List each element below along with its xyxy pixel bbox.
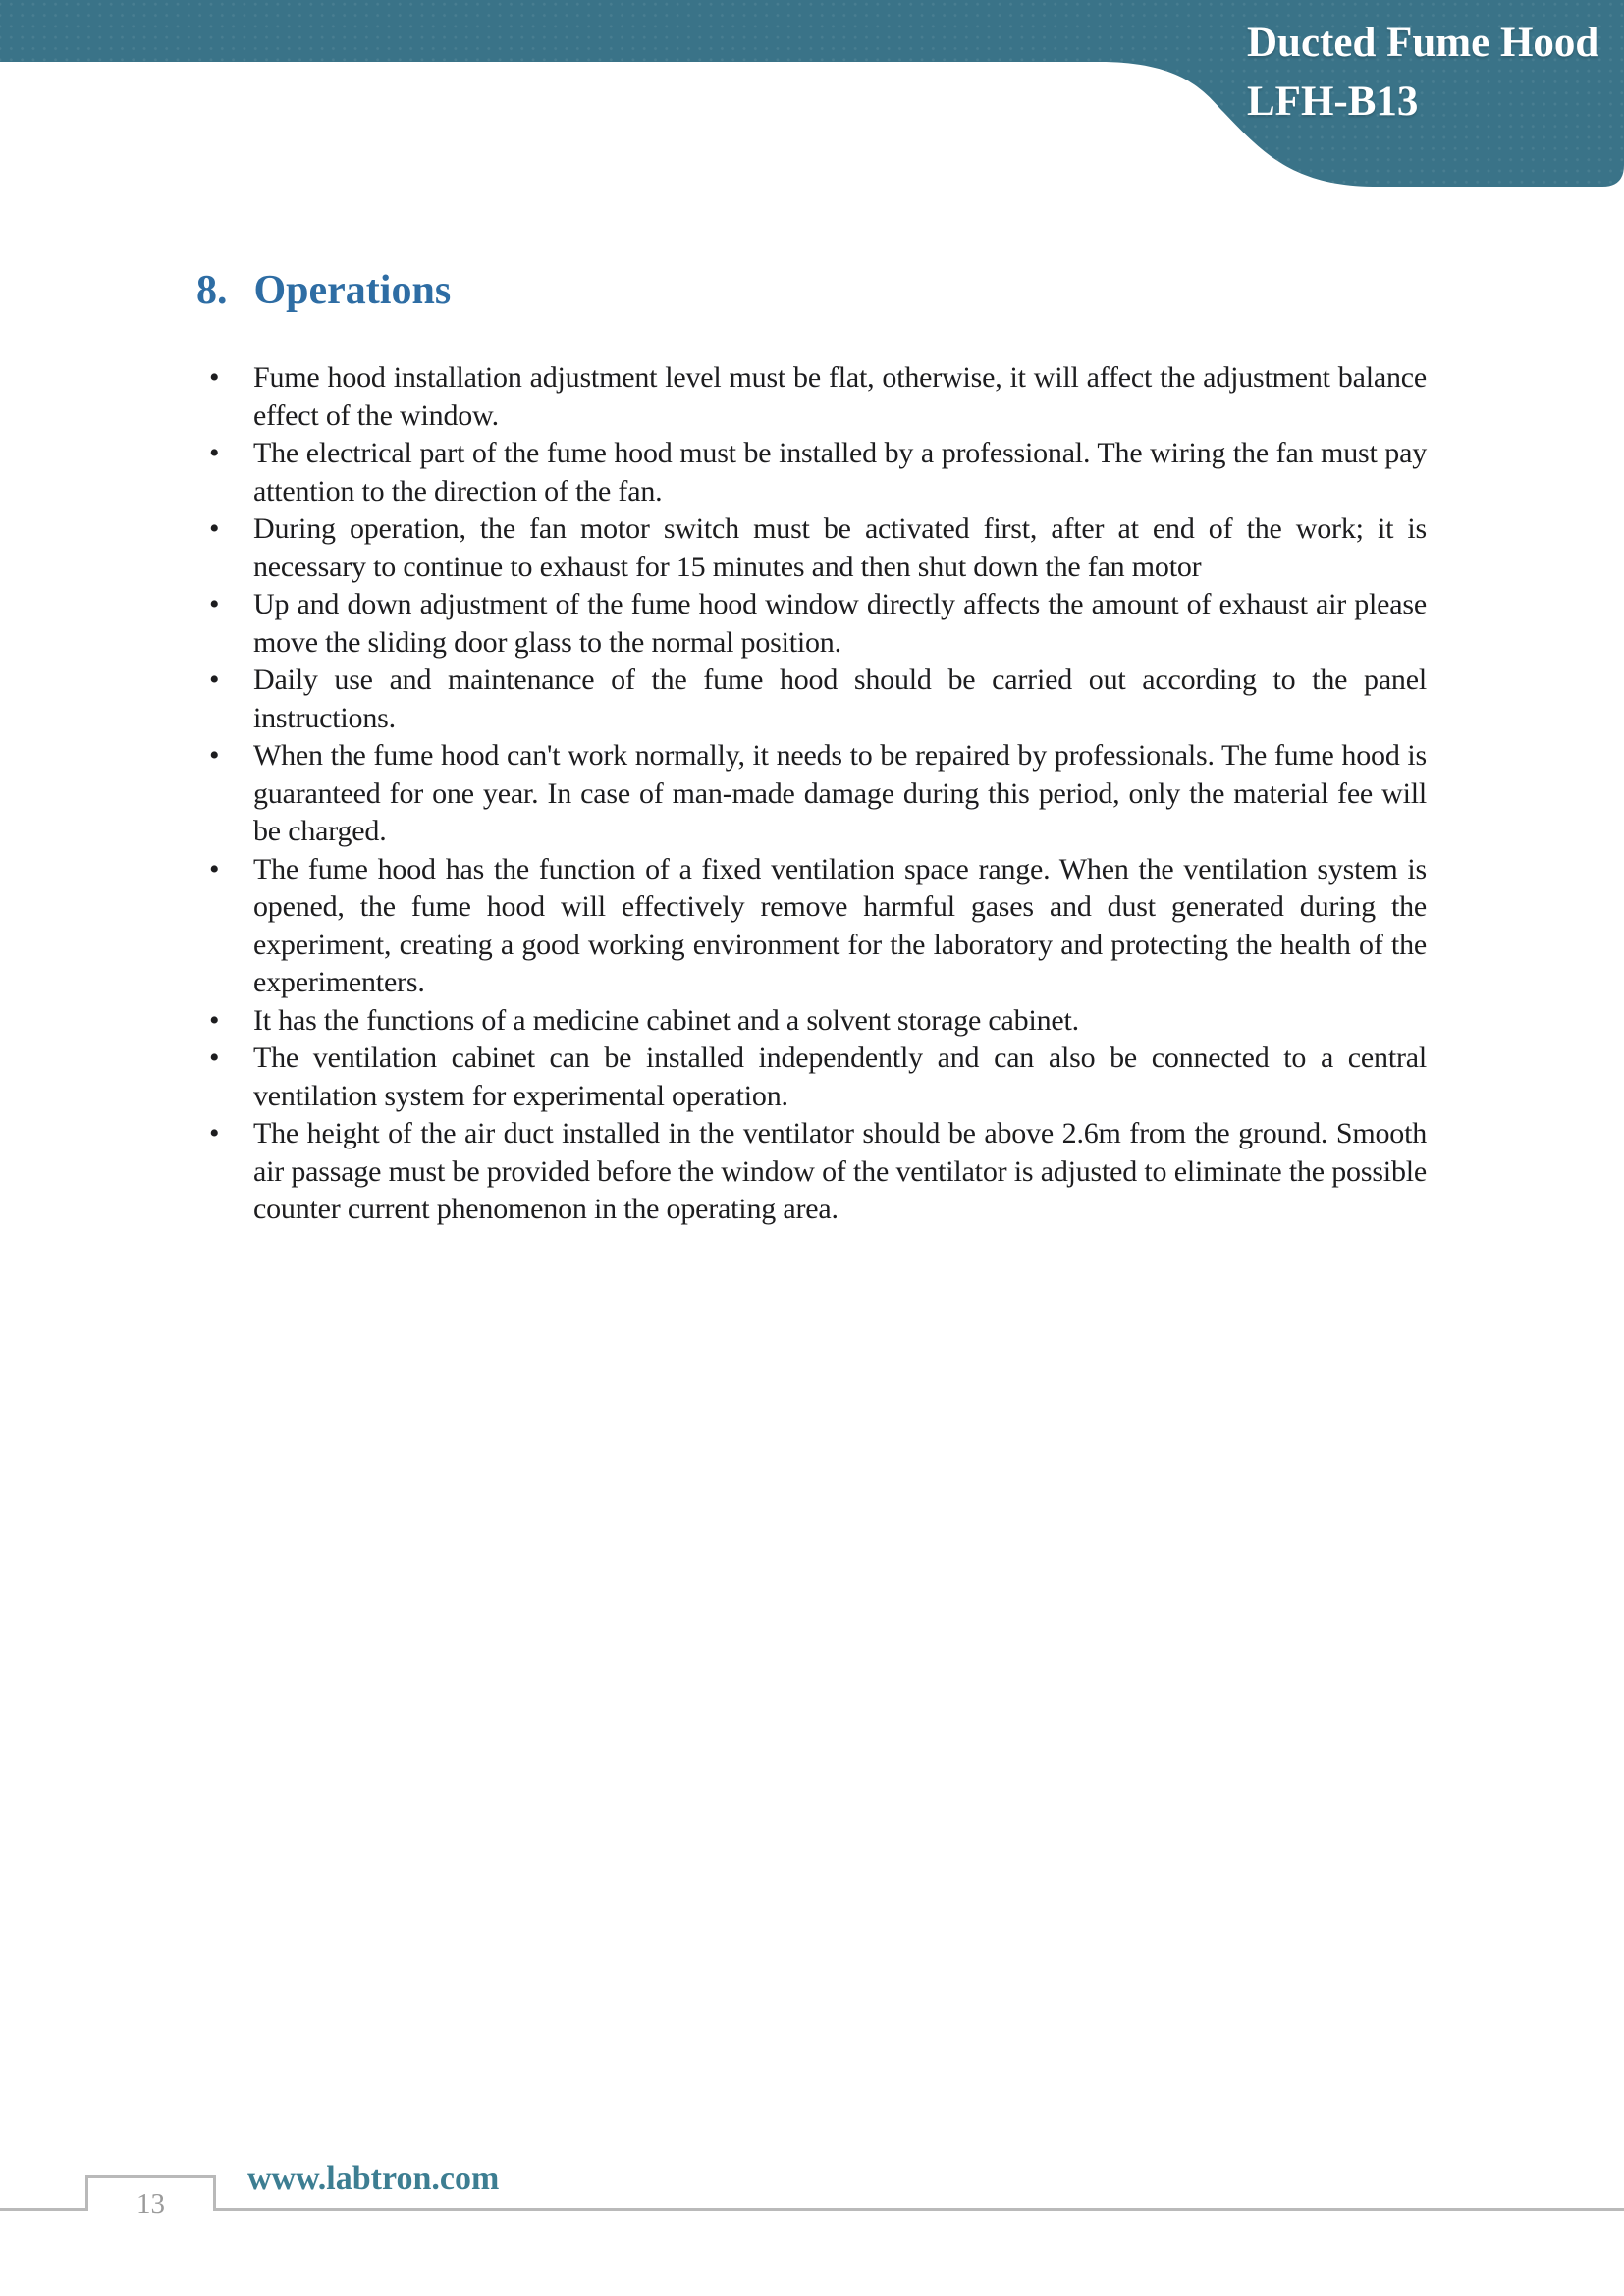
list-item: • It has the functions of a medicine cabinet and a solvent storage cabinet.: [205, 1002, 1427, 1041]
footer-rule-left: [0, 2208, 86, 2211]
list-item: • Fume hood installation adjustment level must be flat, otherwise, it will affect the adjustment balance effect of the window.: [205, 359, 1427, 435]
operations-list: [205, 359, 1427, 1229]
list-item: • The fume hood has the function of a fixed ventilation space range. When the ventilation system is opened, the fume hood will effectively remove harmful gases and dust generated during the experiment, creating a good working environment for the laboratory and protecting the health of the experimenters.: [205, 851, 1427, 1002]
page-number-tab: [85, 2175, 216, 2219]
footer-rule-right: [215, 2208, 1624, 2211]
section-title: Operations: [253, 268, 452, 313]
list-item: • Up and down adjustment of the fume hood window directly affects the amount of exhaust air please move the sliding door glass to the normal position.: [205, 586, 1427, 662]
section-number: 8.: [196, 268, 228, 313]
list-item: • Daily use and maintenance of the fume hood should be carried out according to the panel instructions.: [205, 662, 1427, 737]
banner-product-name: Ducted Fume Hood: [1247, 20, 1599, 66]
website-link[interactable]: www.labtron.com: [247, 2161, 500, 2197]
banner-model-number: LFH-B13: [1247, 79, 1419, 125]
page-number: 13: [136, 2188, 165, 2219]
list-item: • During operation, the fan motor switch must be activated first, after at end of the work; it is necessary to continue to exhaust for 15 minutes and then shut down the fan motor: [205, 510, 1427, 586]
list-item: • The height of the air duct installed in the ventilator should be above 2.6m from the ground. Smooth air passage must be provided before the window of the ventilator is adjusted to eliminate the possible counter current phenomenon in the operating area.: [205, 1115, 1427, 1229]
list-item: • The electrical part of the fume hood must be installed by a professional. The wiring the fan must pay attention to the direction of the fan.: [205, 435, 1427, 510]
section-heading: [196, 266, 451, 315]
list-item: • The ventilation cabinet can be installed independently and can also be connected to a central ventilation system for experimental operation.: [205, 1040, 1427, 1115]
banner-title: [1247, 14, 1610, 132]
list-item: • When the fume hood can't work normally, it needs to be repaired by professionals. The fume hood is guaranteed for one year. In case of man-made damage during this period, only the material fee will be charged.: [205, 737, 1427, 851]
